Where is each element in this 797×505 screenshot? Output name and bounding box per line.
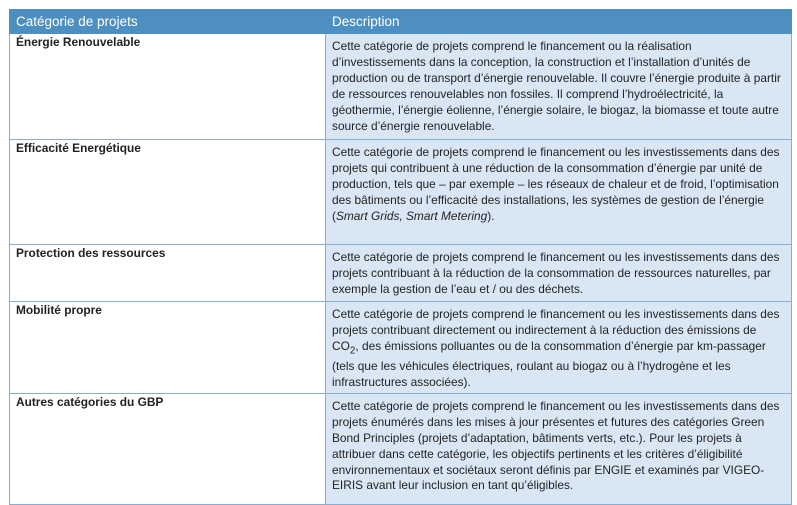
category-description xyxy=(326,302,792,394)
table-header-row xyxy=(10,10,792,34)
category-name: Mobilité propre xyxy=(10,302,326,394)
table-row xyxy=(10,393,792,504)
category-description: Cette catégorie de projets comprend le financement ou les investissements dans des projets énumérés dans les mises à jour présentes et futures des catégories Green Bond Principles (projets d’adaptation, bâtiments verts, etc.). Pour les projets à attribuer dans cette catégorie, les objectifs pertinents et les critères d’éligibilité environnementaux et sociétaux seront définis par ENGIE et examinés par VIGEO-EIRIS avant leur inclusion en tant qu’éligibles. xyxy=(326,393,792,504)
table-row xyxy=(10,302,792,394)
table-row xyxy=(10,245,792,302)
table-row xyxy=(10,140,792,245)
category-name: Efficacité Energétique xyxy=(10,140,326,245)
category-description: Cette catégorie de projets comprend le financement ou les investissements dans des projets contribuant à la réduction de la consommation de ressources naturelles, par exemple la gestion de l’eau et / ou des déchets. xyxy=(326,245,792,302)
description-emphasis: Smart Grids, Smart Metering xyxy=(335,208,488,223)
table-row xyxy=(10,34,792,140)
category-description: Cette catégorie de projets comprend le financement ou la réalisation d’investissements dans la conception, la construction et l’installation d’unités de production ou de transport d’énergie renouvelable. Il couvre l’énergie produite à partir de ressources renouvelables non fossiles. Il comprend l’hydroélectricité, la géothermie, l’énergie éolienne, l’énergie solaire, le biogaz, la biomasse et toute autre source d’énergie renouvelable. xyxy=(326,34,792,140)
header-category: Catégorie de projets xyxy=(10,10,326,34)
header-description: Description xyxy=(326,10,792,34)
description-text: Cette catégorie de projets comprend le financement ou les investissements dans des projets qui contribuent à une réduction de la consommation d’énergie par unité de production, tels que – par exemple – les réseaux de chaleur et de froid, l’optimisation des bâtiments ou l’efficacité des installations, les systèmes de gestion de l’énergie ( xyxy=(332,145,780,223)
category-name: Autres catégories du GBP xyxy=(10,393,326,504)
category-name: Protection des ressources xyxy=(10,245,326,302)
description-subscript: 2 xyxy=(349,345,356,357)
description-text-end: , des émissions polluantes ou de la consommation d’énergie par km-passager (tels que les véhicules électriques, roulant au biogaz ou à l’hydrogène et les infrastructures associées). xyxy=(332,338,766,389)
description-text: Cette catégorie de projets comprend le financement ou les investissements dans des projets contribuant directement ou indirectement à la réduction des émissions de CO xyxy=(332,307,780,353)
category-name: Énergie Renouvelable xyxy=(10,34,326,140)
category-description xyxy=(326,140,792,245)
description-text-end: ). xyxy=(487,208,495,223)
project-category-table xyxy=(9,9,792,505)
